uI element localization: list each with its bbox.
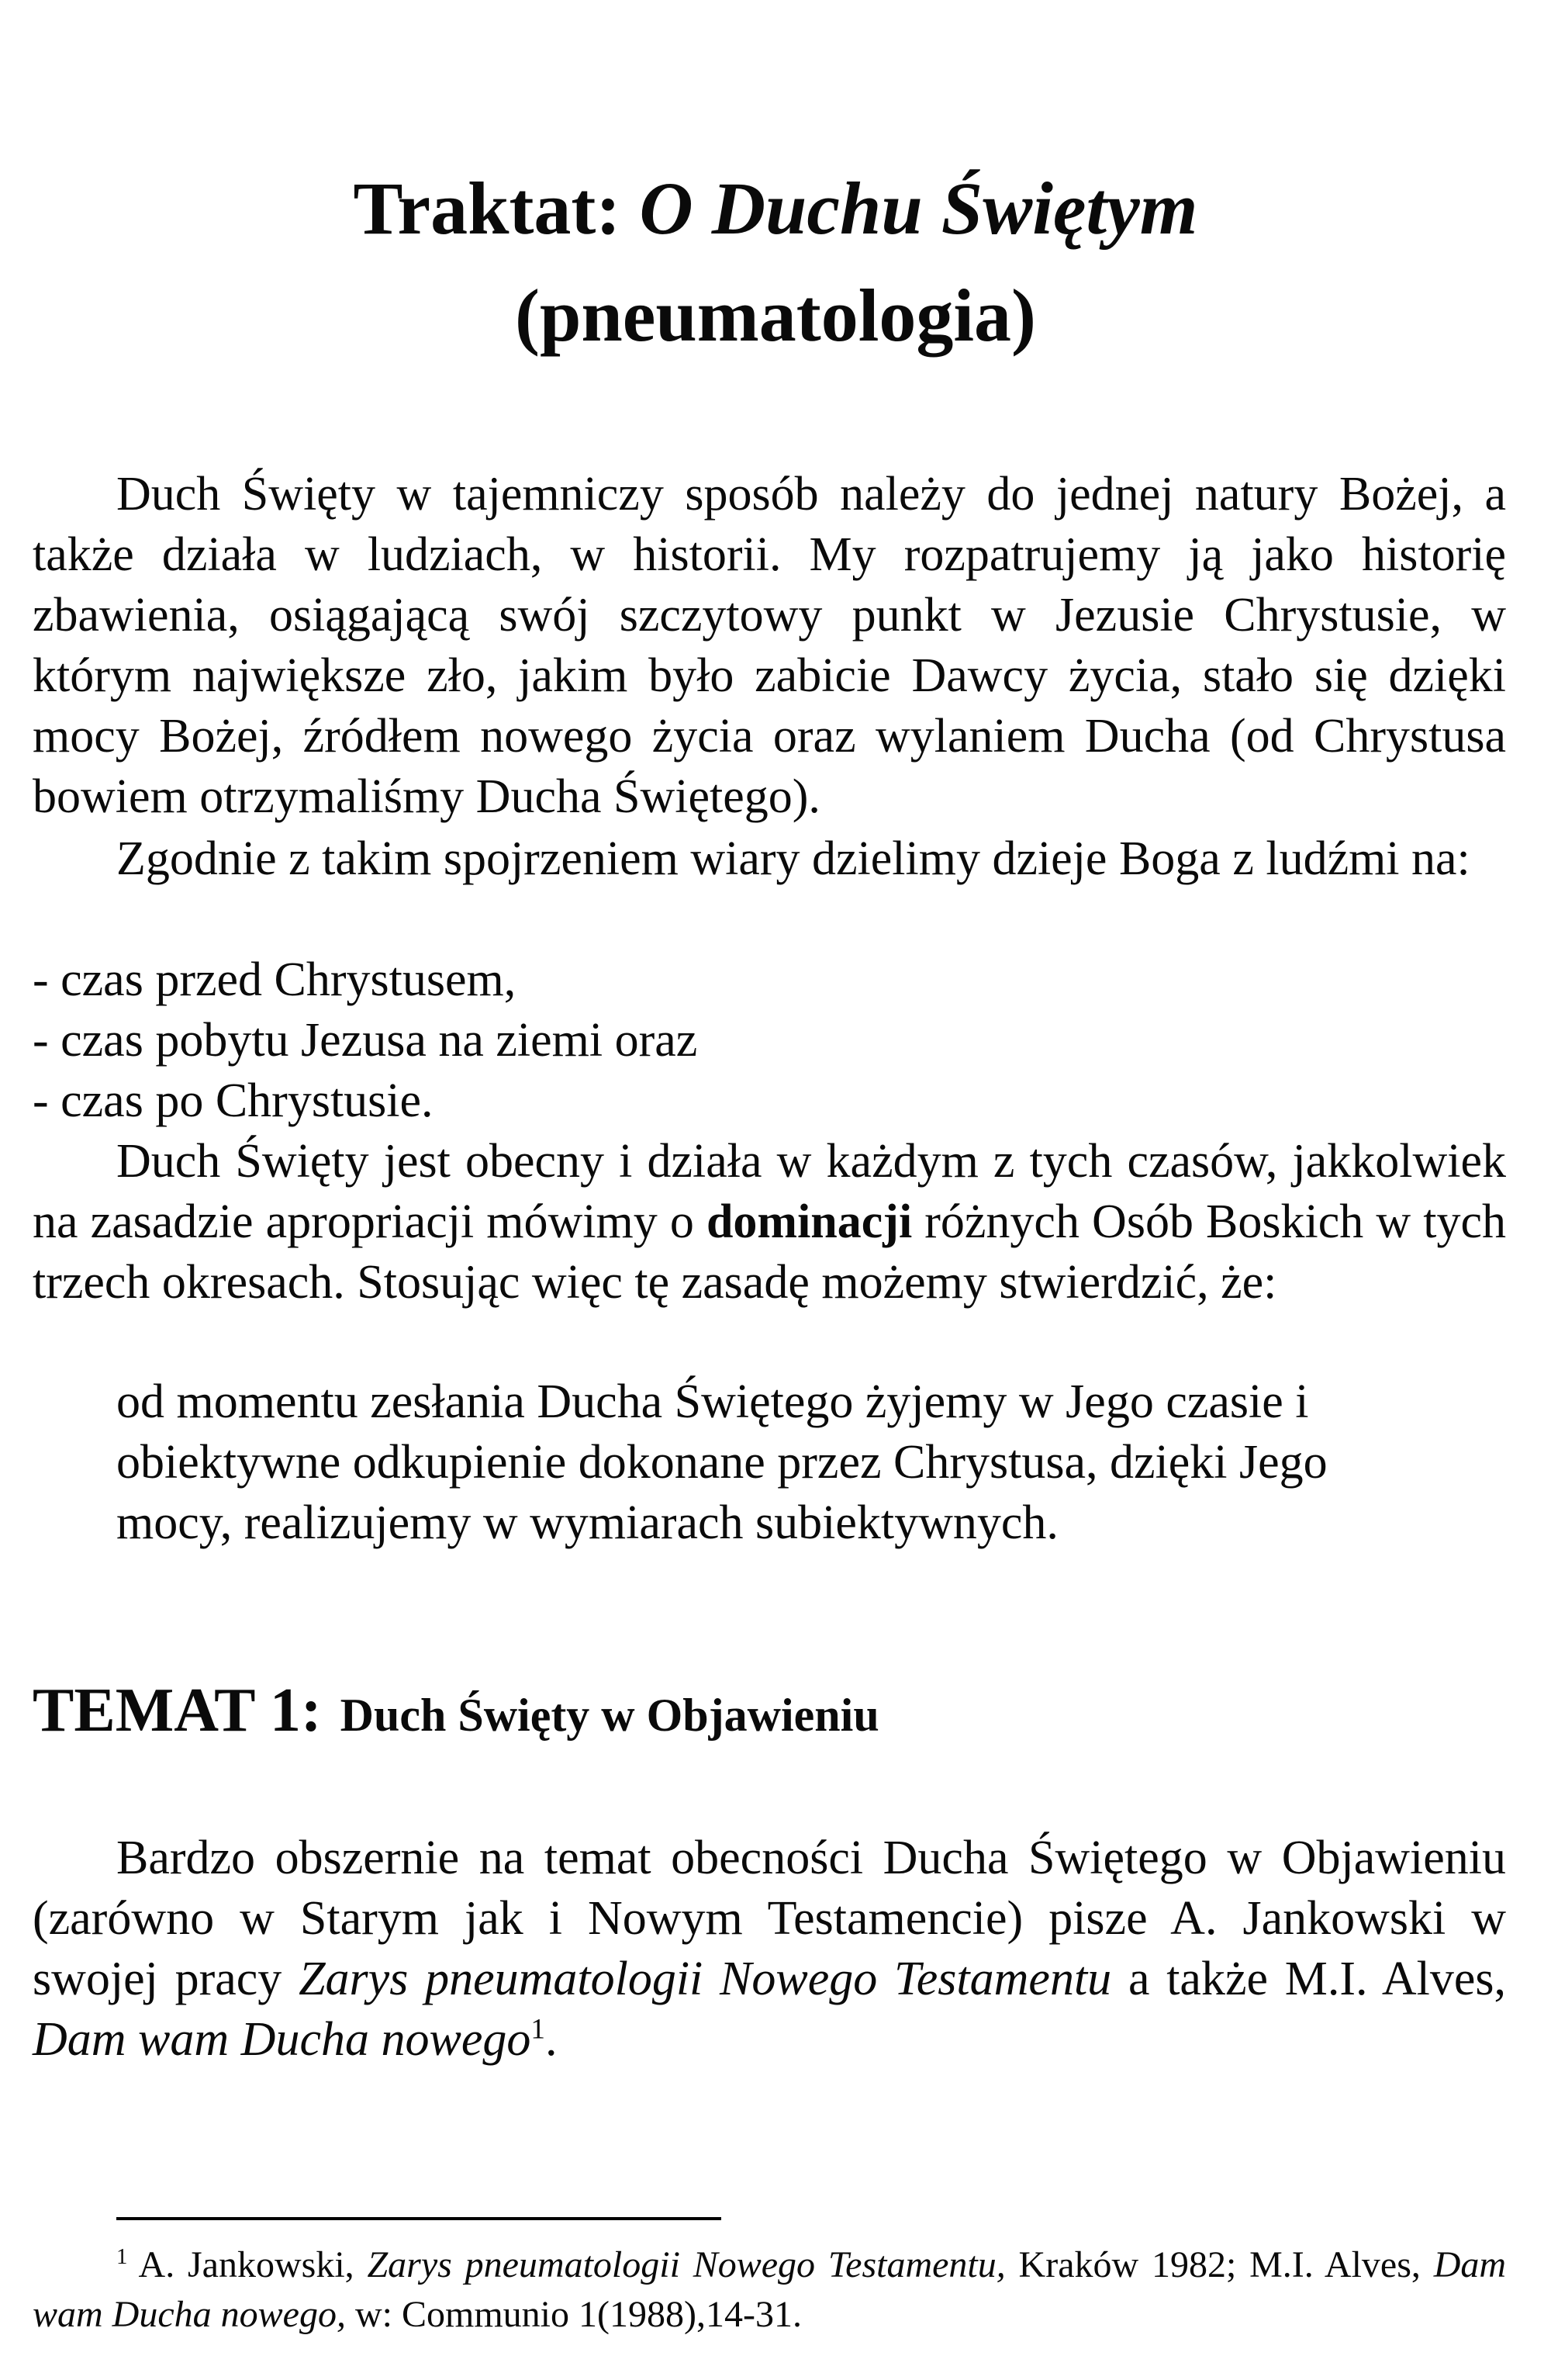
list-item: - czas pobytu Jezusa na ziemi oraz — [33, 1014, 698, 1067]
title-italic: O Duchu Świętym — [639, 167, 1198, 250]
title-line-2: (pneumatologia) — [515, 274, 1036, 357]
para4-text-1: Bardzo obszernie na temat obecności Ducha Świętego w Objawieniu (zarówno w Starym jak i Nowym Testamencie) pisze A. Jankowski w swojej pracy — [33, 1832, 1506, 2005]
list-item: - czas po Chrystusie. — [33, 1074, 434, 1127]
para3-text-after: różnych Osób Boskich w tych trzech okresach. Stosując więc tę zasadę możemy stwierdzić, że: — [33, 1195, 1506, 1309]
section-number: TEMAT 1: — [33, 1676, 322, 1745]
section-heading — [33, 1676, 879, 1746]
para4-italic-1: Zarys pneumatologii Nowego Testamentu — [299, 1953, 1112, 2005]
paragraph-sources — [33, 1828, 1506, 2070]
title-line-1 — [0, 155, 1551, 262]
para4-italic-2: Dam wam Ducha nowego — [33, 2013, 531, 2066]
footnote-italic-1: Zarys pneumatologii Nowego Testamentu, — [367, 2244, 1006, 2285]
footnote-italic-2: Dam wam Ducha nowego, — [33, 2244, 1507, 2335]
paragraph-appropriation — [33, 1131, 1506, 1313]
footnote-text-1: A. Jankowski, — [127, 2244, 368, 2285]
paragraph-division: Zgodnie z takim spojrzeniem wiary dzielimy dzieje Boga z ludźmi na: — [116, 832, 1470, 885]
footnote-number: 1 — [116, 2244, 128, 2269]
document-title — [0, 155, 1551, 369]
paragraph-conclusion: od momentu zesłania Ducha Świętego żyjemy w Jego czasie i obiektywne odkupienie dokonane przez Chrystusa, dzięki Jego mocy, realizujemy w wymiarach subiektywnych. — [116, 1375, 1328, 1549]
title-prefix: Traktat: — [353, 167, 640, 250]
para4-end: . — [544, 2013, 558, 2066]
footnote-text-3: w: Communio 1(1988),14-31. — [345, 2294, 802, 2335]
footnote-divider — [116, 2217, 721, 2220]
para3-text-before: Duch Święty jest obecny i działa w każdym z tych czasów, jakkolwiek na zasadzie apropriacji mówimy o — [33, 1135, 1506, 1248]
paragraph-intro: Duch Święty w tajemniczy sposób należy do jednej natury Bożej, a także działa w ludziach, w historii. My rozpatrujemy ją jako historię zbawienia, osiągającą swój szczytowy punkt w Jezusie Chrystusie, w którym największe zło, jakim było zabicie Dawcy życia, stało się dzięki mocy Bożej, źródłem nowego życia oraz wylaniem Ducha (od Chrystusa bowiem otrzymaliśmy Ducha Świętego). — [33, 468, 1506, 823]
para3-bold-term: dominacji — [706, 1195, 913, 1248]
footnote — [33, 2240, 1506, 2340]
para4-text-2: a także M.I. Alves, — [1111, 1953, 1506, 2005]
section-title: Duch Święty w Objawieniu — [340, 1690, 879, 1741]
period-list — [33, 950, 697, 1131]
footnote-text-2: Kraków 1982; M.I. Alves, — [1005, 2244, 1434, 2285]
list-item: - czas przed Chrystusem, — [33, 953, 516, 1006]
footnote-reference: 1 — [530, 2013, 545, 2046]
